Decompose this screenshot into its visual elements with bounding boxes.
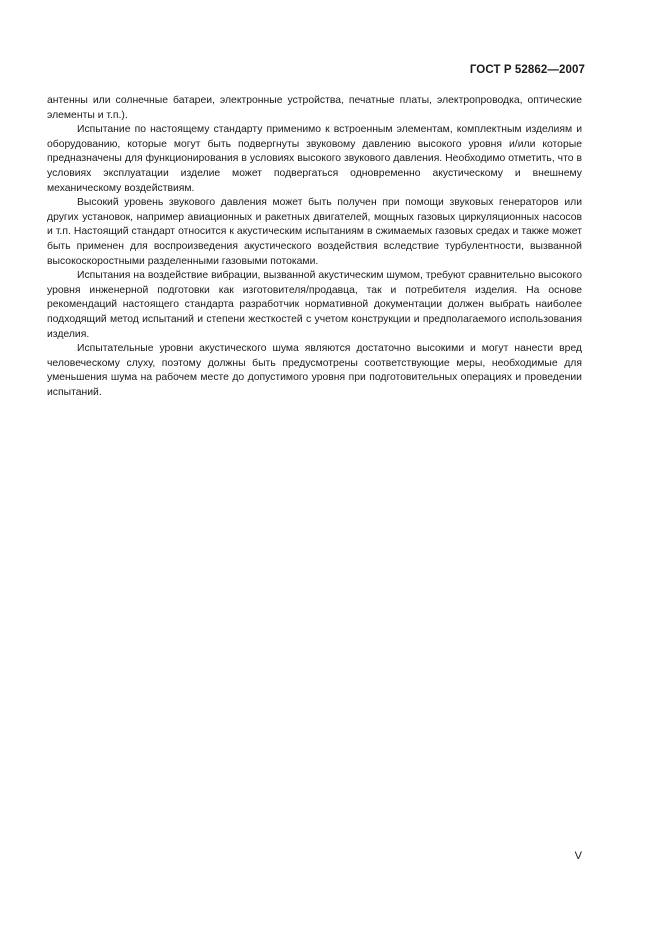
page-number: V <box>574 850 582 862</box>
paragraph-vibration-testing: Испытания на воздействие вибрации, вызванной акустическим шумом, требуют сравнительно высокого уровня инженерной подготовки как изготовителя/продавца, так и потребителя изделия. На основе рекомендаций настоящего стандарта разработчик нормативной документации должен выбрать наиболее подходящий метод испытаний и степени жесткостей с учетом конструкции и предполагаемого использования изделия. <box>47 270 582 340</box>
paragraph-noise-safety: Испытательные уровни акустического шума являются достаточно высокими и могут нанести вред человеческому слуху, поэтому должны быть предусмотрены соответствующие меры, необходимые для уменьшения шума на рабочем месте до допустимого уровня при подготовительных операциях и проведении испытаний. <box>47 343 582 398</box>
document-header-standard: ГОСТ Р 52862—2007 <box>469 64 585 76</box>
paragraph-applicability: Испытание по настоящему стандарту применимо к встроенным элементам, комплектным изделиям и оборудованию, которые могут быть подвергнуты звуковому давлению высокого уровня и/или которые предназначены для функционирования в условиях высокого звукового давления. Необходимо отметить, что в условиях эксплуатации изделие может подвергаться одновременно акустическому и внешнему механическому воздействиям. <box>47 124 582 194</box>
paragraph-sound-pressure-sources: Высокий уровень звукового давления может быть получен при помощи звуковых генераторов или других установок, например авиационных и ракетных двигателей, мощных газовых циркуляционных насосов и т.п. Настоящий стандарт относится к акустическим испытаниям в сжимаемых газовых средах и также может быть применен для воспроизведения акустического воздействия вследствие турбулентности, вызванной высокоскоростными разделенными газовыми потоками. <box>47 197 582 267</box>
document-body <box>47 94 582 400</box>
paragraph-continuation: антенны или солнечные батареи, электронные устройства, печатные платы, электропроводка, оптические элементы и т.п.). <box>47 95 582 121</box>
